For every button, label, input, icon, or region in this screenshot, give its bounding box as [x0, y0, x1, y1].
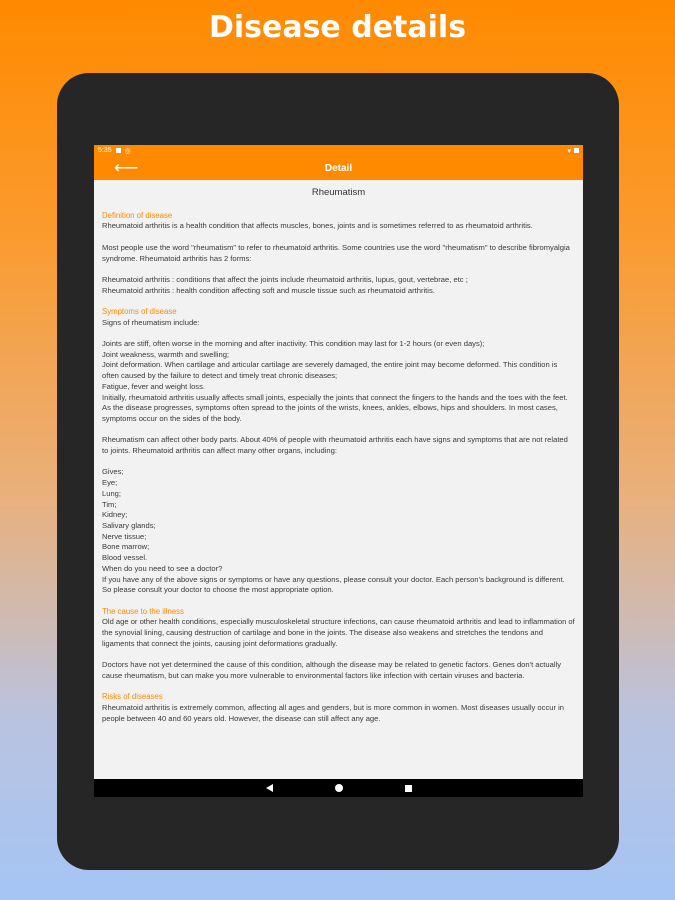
section-paragraph: Joints are stiff, often worse in the morning and after inactivity. This condition may last for 1-2 hours (or even days); Joint weakness, warmth and swelling; Joint deformation. When cartilage and articular cartilage are severely damaged, the entire joint may become deformed. This condition is often caused by the failure to detect and timely treat chronic diseases; Fatigue, fever and weight loss. Initially, rheumatoid arthritis usually affects small joints, especially the joints that connect the fingers to the hands and the toes with the feet. As the disease progresses, symptoms often spread to the joints of the wrists, knees, ankles, elbows, hips and shoulders. In most cases, symptoms occur on the sides of the body. [102, 339, 568, 423]
nav-recents-icon[interactable] [405, 785, 412, 792]
section-paragraph: Most people use the word "rheumatism" to refer to rheumatoid arthritis. Some countries use the word "rheumatism" to describe fibromyalgia syndrome. Rheumatoid arthritis has 2 forms: [102, 242, 570, 263]
sync-icon: ◎ [124, 147, 131, 155]
nav-home-icon[interactable] [335, 784, 343, 792]
section-symptoms [102, 307, 575, 607]
status-time: 5:35 [98, 147, 112, 154]
section-paragraph: Rheumatoid arthritis is extremely common, affecting all ages and genders, but is more common in women. Most diseases usually occur in people between 40 and 60 years old. However, the disease can still affect any age. [102, 702, 565, 723]
notification-icon [116, 148, 121, 153]
section-cause [102, 607, 575, 693]
section-heading: The cause to the illness [102, 606, 184, 616]
wifi-icon: ▾ [567, 147, 571, 155]
status-bar [94, 145, 583, 156]
promo-title: Disease details [208, 10, 467, 45]
battery-icon [574, 148, 579, 153]
appbar-title: Detail [324, 162, 353, 174]
section-heading: Risks of diseases [102, 692, 163, 702]
section-paragraph: Rheumatoid arthritis : conditions that affect the joints include rheumatoid arthritis, lupus, gout, vertebrae, etc ; Rheumatoid arthritis : health condition affecting soft and muscle tissue such as rheumatoid arthritis. [102, 274, 468, 295]
system-nav-bar [94, 779, 583, 797]
section-paragraph: Gives; Eye; Lung; Tim; Kidney; Salivary glands; Nerve tissue; Bone marrow; Blood vessel. When do you need to see a doctor? If you have any of the above signs or symptoms or have any questions, please consult your doctor. Each person's background is different. So please consult your doctor to choose the most appropriate option. [102, 467, 565, 595]
app-bar [94, 156, 583, 180]
section-definition [102, 211, 575, 307]
back-arrow-icon[interactable]: ⟵ [114, 158, 139, 177]
section-paragraph: Rheumatoid arthritis is a health condition that affects muscles, bones, joints and is sometimes referred to as rheumatoid arthritis. [102, 221, 533, 231]
section-paragraph: Doctors have not yet determined the cause of this condition, although the disease may be related to genetic factors. Genes don't actually cause rheumatism, but can make you more vulnerable to environmental factors like infection with certain viruses and bacteria. [102, 660, 562, 680]
section-heading: Definition of disease [102, 210, 173, 220]
nav-back-icon[interactable] [266, 784, 273, 792]
section-paragraph: Old age or other health conditions, especially musculoskeletal structure infections, can cause rheumatoid arthritis and lead to inflammation of the synovial lining, causing destruction of cartilage and bone in the joints. The disease also weakens and stretches the tendons and ligaments that connect the joints, causing joint deformations gradually. [102, 617, 575, 648]
section-paragraph: Signs of rheumatism include: [102, 317, 200, 327]
device-screen [94, 145, 583, 797]
article-content[interactable] [94, 180, 583, 780]
section-paragraph: Rheumatism can affect other body parts. About 40% of people with rheumatoid arthritis each have signs and symptoms that are not related to joints. Rheumatoid arthritis can affect many other organs, including: [102, 435, 568, 456]
section-risks [102, 692, 575, 724]
article-title: Rheumatism [311, 187, 366, 198]
section-heading: Symptoms of disease [102, 306, 177, 316]
